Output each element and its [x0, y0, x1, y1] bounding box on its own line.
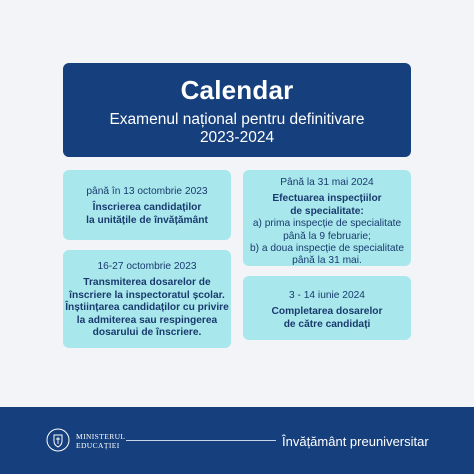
card-date: 16-27 octombrie 2023 — [97, 261, 197, 272]
card-date: până în 13 octombrie 2023 — [86, 186, 208, 197]
card-body-line: Efectuarea inspecțiilor — [272, 193, 382, 205]
card-detail-line: a) prima inspecție de specialitate — [252, 218, 402, 230]
calendar-card-registration — [63, 170, 231, 240]
ministry-line-2: EDUCAȚIEI — [76, 440, 120, 450]
card-date: Până la 31 mai 2024 — [280, 177, 374, 188]
header-card — [63, 63, 411, 157]
ministry-logo-text — [76, 433, 125, 450]
footer-bar — [0, 407, 474, 474]
card-body-line: dosarului de înscriere. — [92, 327, 202, 339]
subtitle-line-1: Examenul național pentru definitivare — [109, 111, 365, 128]
coat-of-arms-icon — [46, 428, 70, 452]
ministry-line-1: MINISTERUL — [76, 432, 126, 441]
card-detail-line: până la 31 mai. — [292, 255, 362, 267]
calendar-card-inspections — [243, 170, 411, 266]
card-body-line: de specialitate: — [290, 205, 364, 217]
card-body-line: înscriere la inspectoratul școlar. — [69, 289, 225, 301]
subtitle-line-2: 2023-2024 — [199, 129, 275, 146]
card-detail-line: b) a doua inspecție de specialitate — [249, 243, 405, 255]
card-body-line: Înscrierea candidaților — [92, 202, 202, 214]
card-body-line: de către candidați — [283, 318, 371, 330]
page-title: Calendar — [180, 75, 294, 105]
card-body-line: la admiterea sau respingerea — [76, 314, 218, 326]
card-body-line: la unitățile de învățământ — [86, 214, 208, 226]
page-subtitle — [63, 111, 411, 147]
card-detail-line: până la 9 februarie; — [283, 230, 371, 242]
calendar-card-dossier-completion — [243, 276, 411, 340]
card-body-line: Completarea dosarelor — [271, 306, 383, 318]
card-body-line: Înștiințarea candidaților cu privire — [65, 302, 229, 314]
card-date: 3 - 14 iunie 2024 — [289, 290, 365, 301]
calendar-card-dossier-transmission — [63, 250, 231, 348]
card-body-line: Transmiterea dosarelor de — [83, 277, 211, 289]
footer-tagline: Învățământ preuniversitar — [282, 434, 429, 449]
footer-divider — [126, 440, 276, 441]
